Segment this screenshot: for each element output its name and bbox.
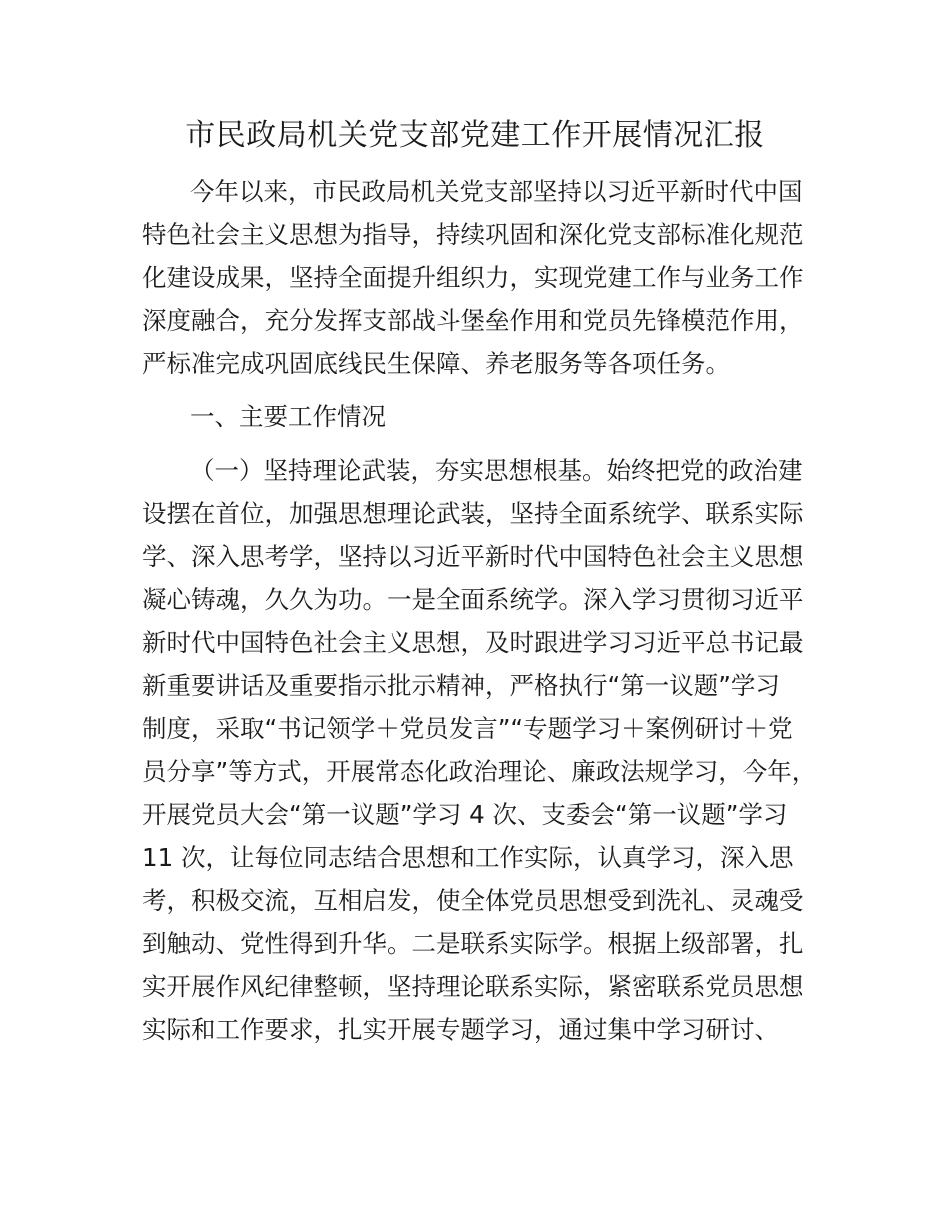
document-title: 市民政局机关党支部党建工作开展情况汇报 (185, 118, 765, 153)
body-line: 新重要讲话及重要指示批示精神，严格执行“第一议题”学习 (142, 671, 780, 700)
body-line: 考，积极交流，互相启发，使全体党员思想受到洗礼、灵魂受 (142, 886, 804, 915)
intro-line: 化建设成果，坚持全面提升组织力，实现党建工作与业务工作 (142, 263, 804, 292)
body-line: 到触动、党性得到升华。二是联系实际学。根据上级部署，扎 (142, 929, 804, 958)
body-line: 实开展作风纪律整顿，坚持理论联系实际，紧密联系党员思想 (142, 972, 804, 1001)
body-line: 员分享”等方式，开展常态化政治理论、廉政法规学习，今年， (142, 757, 817, 786)
intro-line: 特色社会主义思想为指导，持续巩固和深化党支部标准化规范 (142, 220, 804, 249)
intro-line: 今年以来，市民政局机关党支部坚持以习近平新时代中国 (190, 177, 803, 206)
section-heading: 一、主要工作情况 (190, 402, 386, 431)
body-line: 新时代中国特色社会主义思想，及时跟进学习习近平总书记最 (142, 628, 804, 657)
intro-line: 深度融合，充分发挥支部战斗堡垒作用和党员先锋模范作用， (142, 306, 804, 335)
body-line: 设摆在首位，加强思想理论武装，坚持全面系统学、联系实际 (142, 499, 804, 528)
body-line: （一）坚持理论武装，夯实思想根基。始终把党的政治建 (190, 456, 803, 485)
body-line: 制度，采取“书记领学＋党员发言”“专题学习＋案例研讨＋党 (142, 714, 793, 743)
body-line: 实际和工作要求，扎实开展专题学习，通过集中学习研讨、 (142, 1015, 779, 1044)
body-line: 11 次，让每位同志结合思想和工作实际，认真学习，深入思 (142, 843, 794, 872)
body-line: 学、深入思考学，坚持以习近平新时代中国特色社会主义思想 (142, 542, 804, 571)
body-line: 凝心铸魂，久久为功。一是全面系统学。深入学习贯彻习近平 (142, 585, 804, 614)
intro-line: 严标准完成巩固底线民生保障、养老服务等各项任务。 (142, 349, 730, 378)
body-line: 开展党员大会“第一议题”学习 4 次、支委会“第一议题”学习 (142, 800, 788, 829)
